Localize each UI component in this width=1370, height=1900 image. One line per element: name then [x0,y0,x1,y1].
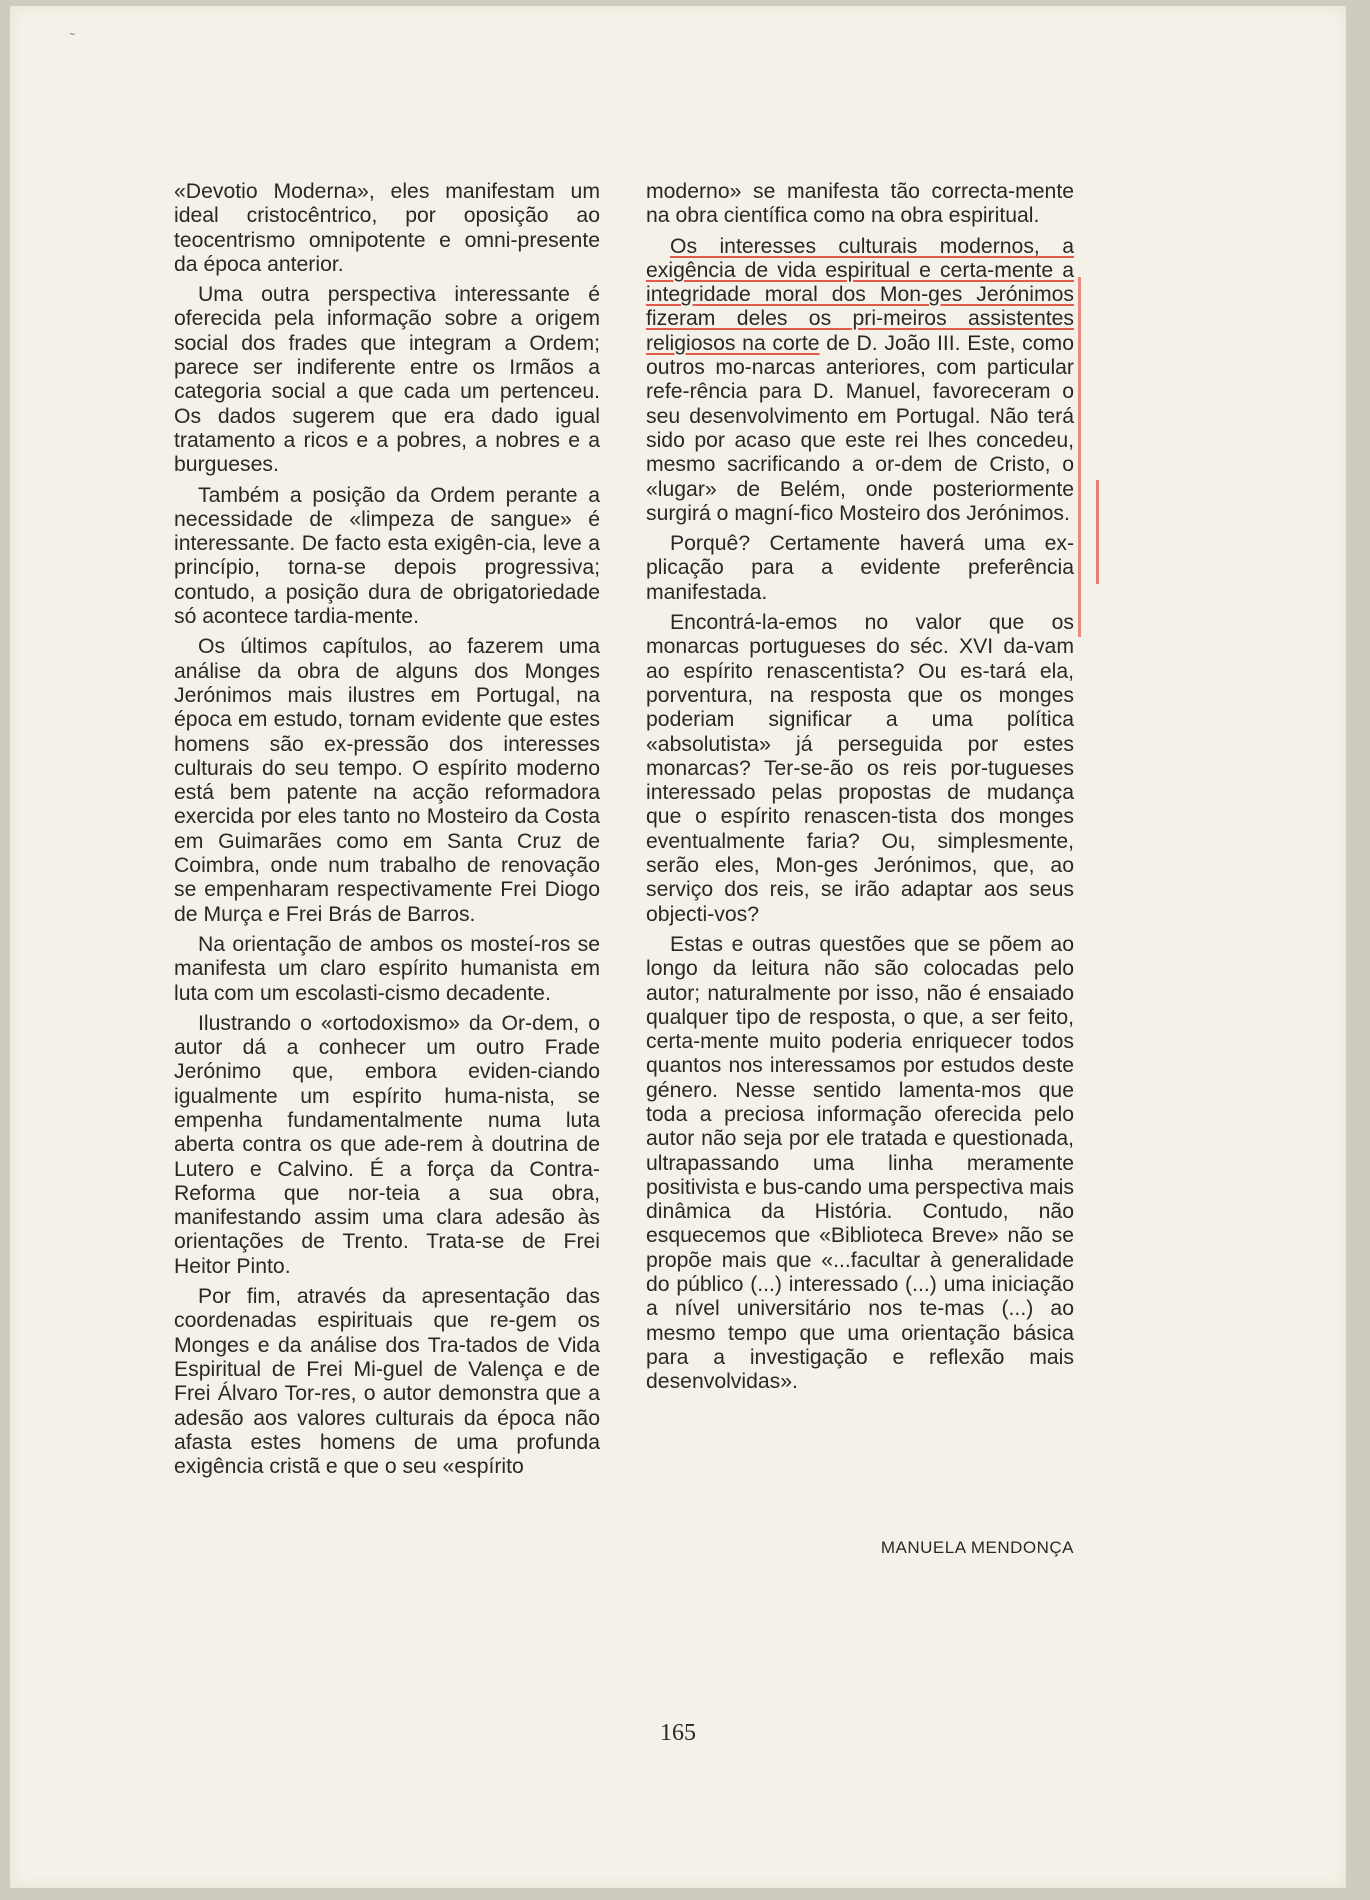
left-text-column [174,180,600,1485]
paragraph: Também a posição da Ordem perante a necessidade de «limpeza de sangue» é interessante. De facto esta exigên-cia, leve a princípio, torna-se depois progressiva; contudo, a posição dura de obrigatoriedade só acontece tardia-mente. [174,483,600,629]
paragraph: moderno» se manifesta tão correcta-mente na obra científica como na obra espiritual. [646,180,1074,228]
paragraph-annotated [646,235,1074,527]
page-number: 165 [660,1720,696,1746]
red-underlined-passage: Os interesses culturais modernos, a exigência de vida espiritual e certa-mente a integridade moral dos Mon-ges Jerónimos fizeram deles os pri-meiros assistentes religiosos na corte [646,234,1074,355]
paragraph: Estas e outras questões que se põem ao longo da leitura não são colocadas pelo autor; naturalmente por isso, não é ensaiado qualquer tipo de resposta, o que, a ser feito, certa-mente muito poderia enriquecer todos quantos nos interessamos por estudos deste género. Nesse sentido lamenta-mos que toda a preciosa informação oferecida pelo autor não seja por ele tratada e questionada, ultrapassando uma linha meramente positivista e bus-cando uma perspectiva mais dinâmica da História. Contudo, não esquecemos que «Biblioteca Breve» não se propõe mais que «...facultar à generalidade do público (...) interessado (...) uma iniciação a nível universitário nos te-mas (...) ao mesmo tempo que uma orientação básica para a investigação e reflexão mais desenvolvidas». [646,932,1074,1394]
paragraph: Porquê? Certamente haverá uma ex-plicação para a evidente preferência manifestada. [646,532,1074,604]
page-sheet [10,6,1346,1888]
red-margin-line [1096,480,1099,584]
paragraph-continuation: de D. João III. Este, como outros mo-narcas anteriores, com particular refe-rência para D. Manuel, favoreceram o seu desenvolvimento em Portugal. Não terá sido por acaso que este rei lhes concedeu, mesmo sacrificando a or-dem de Cristo, o «lugar» de Belém, onde posteriormente surgirá o magní-fico Mosteiro dos Jerónimos. [646,331,1074,525]
paragraph: Uma outra perspectiva interessante é oferecida pela informação sobre a origem social dos frades que integram a Ordem; parece ser indiferente entre os Irmãos a categoria social a que cada um pertenceu. Os dados sugerem que era dado igual tratamento a ricos e a pobres, a nobres e a burgueses. [174,283,600,477]
paragraph: Ilustrando o «ortodoxismo» da Or-dem, o autor dá a conhecer um outro Frade Jerónimo que, embora eviden-ciando igualmente um espírito huma-nista, se empenha fundamentalmente numa luta aberta contra os que ade-rem à doutrina de Lutero e Calvino. É a força da Contra-Reforma que nor-teia a sua obra, manifestando assim uma clara adesão às orientações de Trento. Trata-se de Frei Heitor Pinto. [174,1011,600,1278]
paragraph: Encontrá-la-emos no valor que os monarcas portugueses do séc. XVI da-vam ao espírito renascentista? Ou es-tará ela, porventura, na resposta que os monges poderiam significar a uma política «absolutista» já perseguida por estes monarcas? Ter-se-ão os reis por-tugueses interessado pelas propostas de mudança que o espírito renascen-tista dos monges eventualmente faria? Ou, simplesmente, serão eles, Mon-ges Jerónimos, que, ao serviço dos reis, se irão adaptar aos seus objecti-vos? [646,611,1074,926]
paragraph: «Devotio Moderna», eles manifestam um ideal cristocêntrico, por oposição ao teocentrismo omnipotente e omni-presente da época anterior. [174,180,600,276]
right-text-column [646,180,1074,1401]
ink-smudge-mark: ˜ [70,30,75,46]
author-signature: MANUELA MENDONÇA [880,1538,1074,1557]
paragraph: Por fim, através da apresentação das coordenadas espirituais que re-gem os Monges e da análise dos Tra-tados de Vida Espiritual de Frei Mi-guel de Valença e de Frei Álvaro Tor-res, o autor demonstra que a adesão aos valores culturais da época não afasta estes homens de uma profunda exigência cristã e que o seu «espírito [174,1285,600,1479]
red-margin-line [1078,277,1081,637]
paragraph: Na orientação de ambos os mosteí-ros se manifesta um claro espírito humanista em luta com um escolasti-cismo decadente. [174,932,600,1005]
paragraph: Os últimos capítulos, ao fazerem uma análise da obra de alguns dos Monges Jerónimos mais ilustres em Portugal, na época em estudo, tornam evidente que estes homens são ex-pressão dos interesses culturais do seu tempo. O espírito moderno está bem patente na acção reformadora exercida por eles tanto no Mosteiro da Costa em Guimarães como em Santa Cruz de Coimbra, onde num trabalho de renovação se empenharam respectivamente Frei Diogo de Murça e Frei Brás de Barros. [174,635,600,926]
